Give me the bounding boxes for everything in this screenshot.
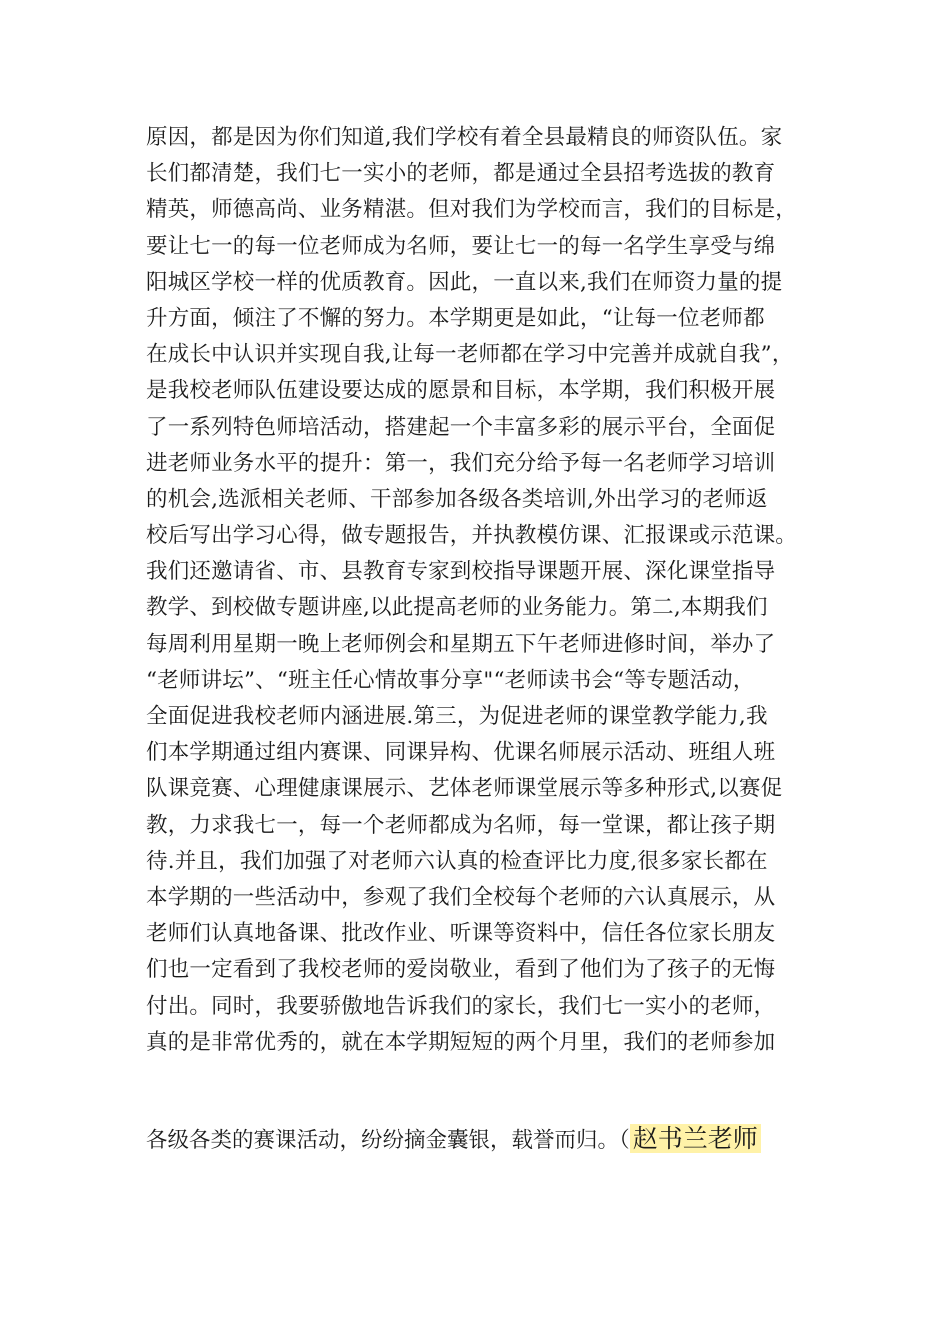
highlighted-name: 赵书兰老师 (630, 1124, 761, 1153)
text-line: “老师讲坛”、“班主任心情故事分享"“老师读书会“等专题活动， (146, 667, 755, 693)
text-line: 精英，师德高尚、业务精湛。但对我们为学校而言，我们的目标是， (146, 197, 798, 223)
text-line: 原因，都是因为你们知道,我们学校有着全县最精良的师资队伍。家 (146, 125, 783, 150)
text-line: 进老师业务水平的提升：第一，我们充分给予每一名老师学习培训 (146, 450, 776, 476)
text-line: 的机会,选派相关老师、干部参加各级各类培训,外出学习的老师返 (146, 486, 768, 512)
text-line: 在成长中认识并实现自我,让每一老师都在学习中完善并成就自我”， (146, 342, 794, 368)
text-line: 我们还邀请省、市、县教育专家到校指导课题开展、深化课堂指导 (146, 559, 776, 585)
text-line: 是我校老师队伍建设要达成的愿景和目标，本学期，我们积极开展 (146, 378, 776, 404)
text-line: 阳城区学校一样的优质教育。因此，一直以来,我们在师资力量的提 (146, 269, 783, 295)
text-line: 全面促进我校老师内涵进展.第三，为促进老师的课堂教学能力,我 (146, 704, 768, 729)
text-line: 长们都清楚，我们七一实小的老师，都是通过全县招考选拔的教育 (146, 161, 776, 187)
body-paragraph (146, 120, 816, 1061)
text-line: 付出。同时，我要骄傲地告诉我们的家长，我们七一实小的老师， (146, 993, 776, 1019)
text-line: 老师们认真地备课、批改作业、听课等资料中，信任各位家长朋友 (146, 921, 776, 947)
text-line: 们本学期通过组内赛课、同课异构、优课名师展示活动、班组人班 (146, 740, 776, 766)
text-line: 升方面，倾注了不懈的努力。本学期更是如此，“让每一位老师都 (146, 305, 765, 331)
text-line: 真的是非常优秀的，就在本学期短短的两个月里，我们的老师参加 (146, 1029, 776, 1055)
text-line: 队课竞赛、心理健康课展示、艺体老师课堂展示等多种形式,以赛促 (146, 776, 783, 802)
text-line: 本学期的一些活动中，参观了我们全校每个老师的六认真展示，从 (146, 884, 776, 910)
closing-line-text: 各级各类的赛课活动，纷纷摘金囊银，载誉而归。（ (146, 1128, 630, 1153)
text-line: 校后写出学习心得，做专题报告，并执教模仿课、汇报课或示范课。 (146, 523, 798, 549)
text-line: 要让七一的每一位老师成为名师，要让七一的每一名学生享受与绵 (146, 233, 776, 259)
text-line: 了一系列特色师培活动，搭建起一个丰富多彩的展示平台，全面促 (146, 414, 776, 440)
text-line: 待.并且，我们加强了对老师六认真的检查评比力度,很多家长都在 (146, 848, 768, 874)
text-line: 们也一定看到了我校老师的爱岗敬业，看到了他们为了孩子的无悔 (146, 957, 776, 983)
text-line: 教，力求我七一，每一个老师都成为名师，每一堂课，都让孩子期 (146, 812, 776, 838)
text-line: 每周利用星期一晚上老师例会和星期五下午老师进修时间，举办了 (146, 631, 776, 657)
text-line: 教学、到校做专题讲座,以此提高老师的业务能力。第二,本期我们 (146, 595, 768, 621)
closing-line (146, 1119, 761, 1159)
